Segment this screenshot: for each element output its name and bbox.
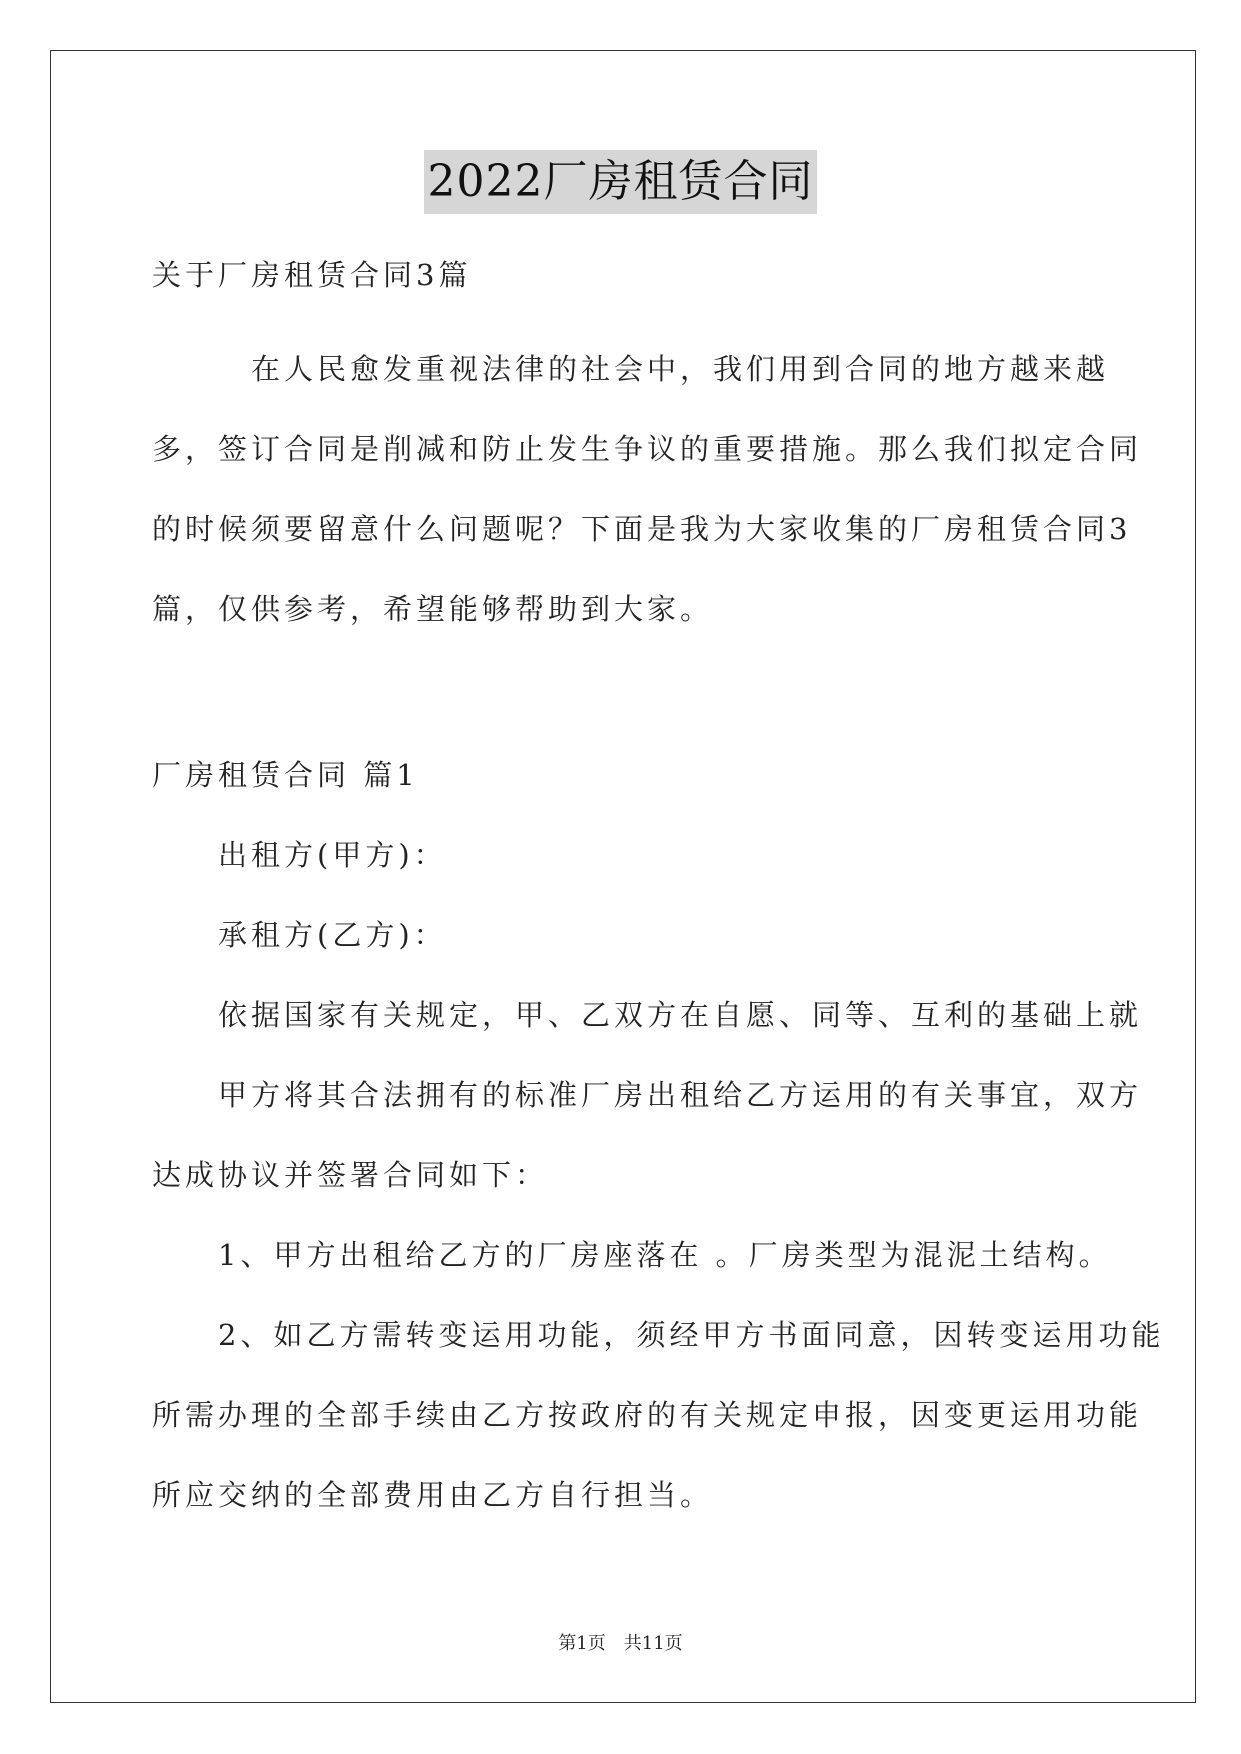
paragraph-line: 依据国家有关规定，甲、乙双方在自愿、同等、互利的基础上就 xyxy=(152,998,1143,1032)
paragraph-line: 在人民愈发重视法律的社会中，我们用到合同的地方越来越 xyxy=(152,352,1110,386)
section-heading: 厂房租赁合同 篇1 xyxy=(152,758,419,792)
page-number: 第1页 共11页 xyxy=(558,1633,683,1654)
paragraph-line: 的时候须要留意什么问题呢？下面是我为大家收集的厂房租赁合同3 xyxy=(152,512,1132,546)
lessor-field: 出租方(甲方)： xyxy=(152,838,447,872)
paragraph-line: 多，签订合同是削减和防止发生争议的重要措施。那么我们拟定合同 xyxy=(152,432,1143,466)
paragraph-line: 达成协议并签署合同如下： xyxy=(152,1158,549,1192)
title-container xyxy=(0,150,1241,214)
page-footer xyxy=(0,1632,1241,1656)
paragraph-line: 所需办理的全部手续由乙方按政府的有关规定申报，因变更运用功能 xyxy=(152,1398,1143,1432)
lessee-field: 承租方(乙方)： xyxy=(152,918,447,952)
paragraph-line: 篇，仅供参考，希望能够帮助到大家。 xyxy=(152,592,714,626)
paragraph-line: 所应交纳的全部费用由乙方自行担当。 xyxy=(152,1478,714,1512)
intro-heading: 关于厂房租赁合同3篇 xyxy=(152,258,472,292)
document-title: 2022厂房租赁合同 xyxy=(424,150,818,214)
clause-1: 1、甲方出租给乙方的厂房座落在 。厂房类型为混泥土结构。 xyxy=(152,1238,1112,1272)
paragraph-line: 甲方将其合法拥有的标准厂房出租给乙方运用的有关事宜，双方 xyxy=(152,1078,1143,1112)
clause-2: 2、如乙方需转变运用功能，须经甲方书面同意，因转变运用功能 xyxy=(152,1318,1165,1352)
